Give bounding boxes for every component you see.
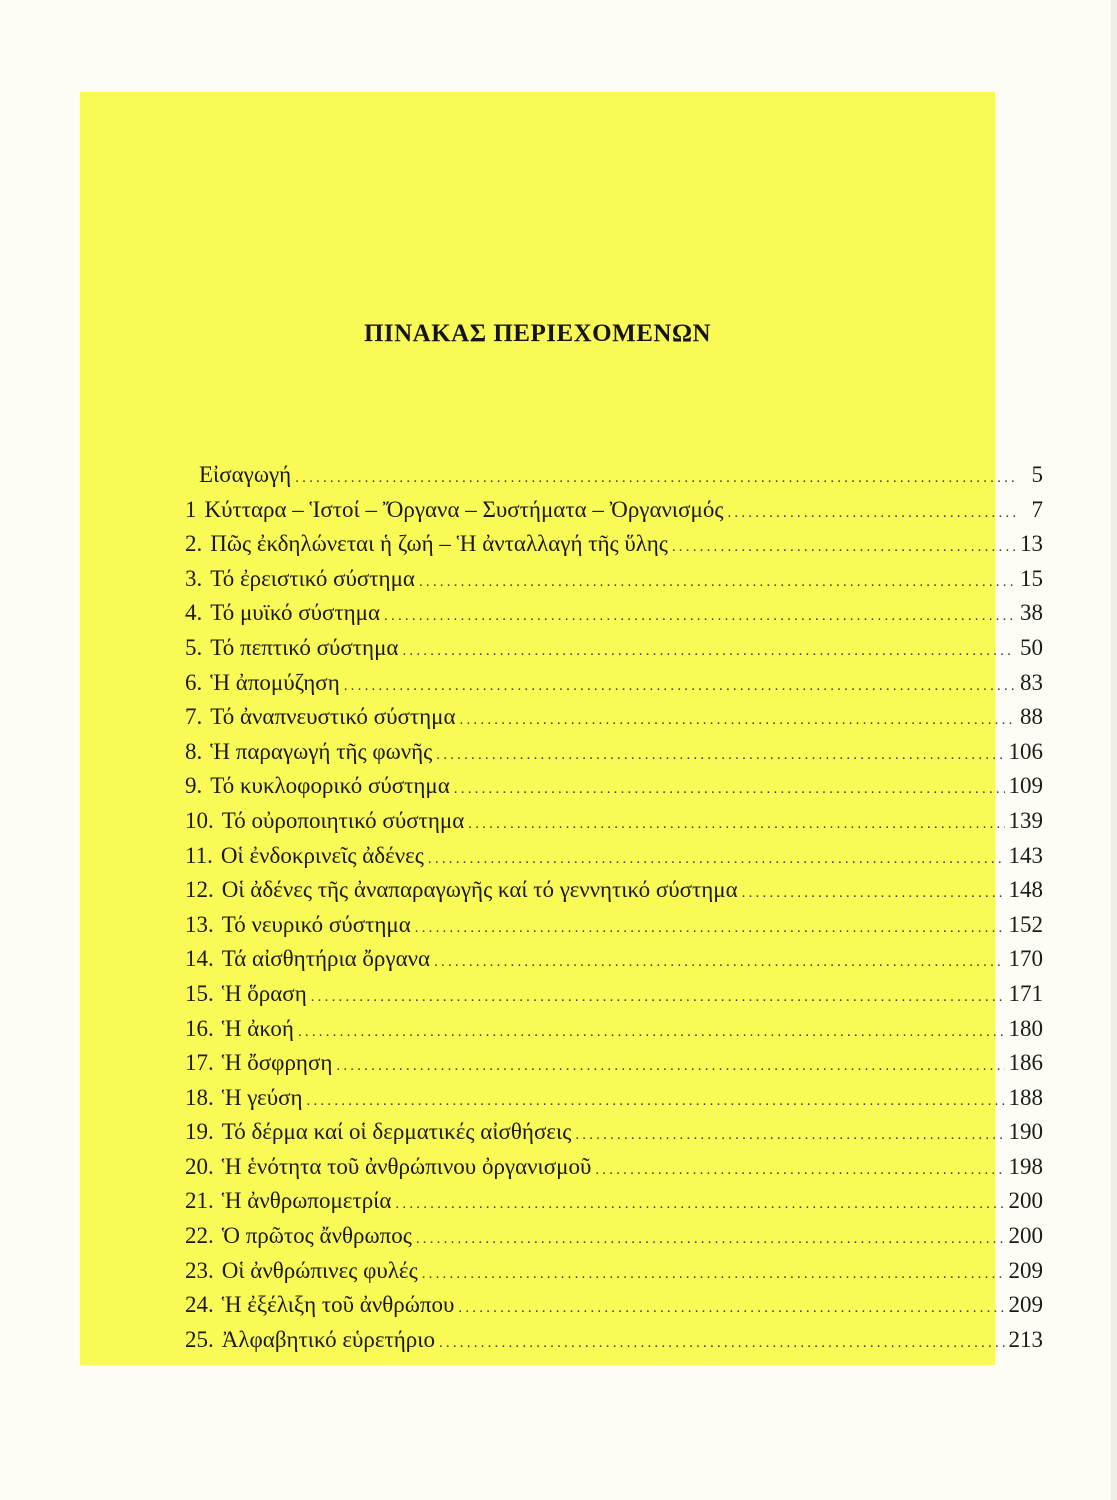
dot-leader: [384, 608, 1015, 625]
toc-entry-title: Ἡ ἀκοή: [221, 1015, 294, 1041]
toc-entry-title: Τό ἀναπνευστικό σύστημα: [210, 704, 456, 730]
dot-leader: [428, 851, 1005, 868]
toc-entry-page: 152: [1008, 911, 1043, 937]
toc-entry-title: Εἰσαγωγή: [199, 462, 292, 487]
dot-leader: [416, 1231, 1005, 1248]
toc-entry-page: 13: [1020, 531, 1043, 557]
dot-leader: [436, 747, 1004, 764]
toc-entry-page: 171: [1008, 980, 1043, 1006]
toc-entry-page: 106: [1008, 738, 1043, 764]
toc-entry: [185, 462, 1043, 497]
dot-leader: [307, 1093, 1005, 1110]
toc-entry: [185, 1154, 1043, 1189]
toc-entry: [185, 566, 1043, 601]
toc-entry-number: 13.: [185, 911, 214, 937]
toc-entry-title: Ἡ ἀπομύζηση: [210, 669, 340, 695]
toc-entry-page: 83: [1020, 669, 1043, 695]
toc-entry: [185, 1258, 1043, 1293]
dot-leader: [402, 643, 1015, 660]
toc-entry-title: Τά αἰσθητήρια ὄργανα: [221, 946, 431, 972]
toc-entry-number: 7.: [185, 704, 203, 730]
toc-entry-number: 14.: [185, 946, 214, 972]
toc-entry: [185, 773, 1043, 808]
toc-entry-page: 38: [1020, 600, 1043, 626]
dot-leader: [311, 989, 1005, 1006]
toc-entry-page: 148: [1008, 877, 1043, 903]
dot-leader: [742, 885, 1005, 902]
toc-entry: [185, 1188, 1043, 1223]
dot-leader: [439, 1335, 1005, 1352]
toc-entry-title: Τό πεπτικό σύστημα: [210, 634, 399, 660]
toc-entry-title: Ἡ ὅραση: [221, 980, 307, 1006]
toc-entry-number: 1: [185, 496, 197, 522]
toc-entry: [185, 1119, 1043, 1154]
toc-entry-title: Ἀλφαβητικό εὑρετήριο: [221, 1326, 435, 1352]
toc-entry: [185, 981, 1043, 1016]
toc-entry-title: Ὁ πρῶτος ἄνθρωπος: [221, 1223, 412, 1249]
toc-entry-number: 21.: [185, 1188, 214, 1214]
toc-entry-title: Ἡ ὄσφρηση: [221, 1050, 333, 1076]
toc-entry-number: 20.: [185, 1153, 214, 1179]
toc-entry-page: 213: [1008, 1326, 1043, 1352]
toc-entry-number: 16.: [185, 1015, 214, 1041]
toc-entry-number: 19.: [185, 1119, 214, 1145]
dot-leader: [672, 539, 1015, 556]
toc-entry-title: Ἡ ἀνθρωπομετρία: [221, 1188, 392, 1214]
table-of-contents: [185, 462, 1043, 1361]
toc-entry: [185, 1050, 1043, 1085]
toc-entry-title: Ἡ γεύση: [221, 1084, 303, 1110]
toc-entry-title: Ἡ παραγωγή τῆς φωνῆς: [210, 738, 433, 764]
toc-entry: [185, 1223, 1043, 1258]
toc-entry-number: 10.: [185, 807, 214, 833]
toc-entry-number: 18.: [185, 1084, 214, 1110]
highlight-panel: [80, 92, 1043, 1365]
toc-entry-title: Τό μυϊκό σύστημα: [210, 600, 381, 626]
toc-entry-number: 23.: [185, 1257, 214, 1283]
toc-entry-title: Ἡ ἑνότητα τοῦ ἀνθρώπινου ὀργανισμοῦ: [221, 1153, 592, 1179]
toc-entry-page: 109: [1008, 773, 1043, 799]
toc-entry-number: 25.: [185, 1326, 214, 1352]
toc-entry-page: 143: [1008, 842, 1043, 868]
dot-leader: [454, 781, 1005, 798]
toc-entry-title: Τό κυκλοφορικό σύστημα: [210, 773, 450, 799]
toc-entry-page: 209: [1008, 1257, 1043, 1283]
toc-entry-number: 6.: [185, 669, 203, 695]
toc-entry-title: Τό νευρικό σύστημα: [221, 911, 411, 937]
toc-entry-title: Τό ἐρειστικό σύστημα: [210, 565, 415, 591]
toc-entry-page: 50: [1020, 634, 1043, 660]
toc-entry-number: 3.: [185, 565, 203, 591]
toc-entry-number: 22.: [185, 1223, 214, 1249]
toc-entry-page: 139: [1008, 807, 1043, 833]
toc-entry: [185, 635, 1043, 670]
toc-entry: [185, 1085, 1043, 1120]
toc-entry: [185, 808, 1043, 843]
toc-entry-number: 24.: [185, 1292, 214, 1318]
dot-leader: [298, 1024, 1005, 1041]
toc-entry-title: Οἱ ἀδένες τῆς ἀναπαραγωγῆς καί τό γεννητικό σύστημα: [221, 877, 738, 903]
toc-entry-page: 186: [1008, 1050, 1043, 1076]
toc-entry-page: 5: [1031, 462, 1043, 487]
toc-entry-number: 5.: [185, 634, 203, 660]
dot-leader: [727, 505, 1015, 522]
toc-entry-number: 17.: [185, 1050, 214, 1076]
toc-entry-number: 2.: [185, 531, 203, 557]
toc-entry: [185, 843, 1043, 878]
toc-entry-title: Τό δέρμα καί οἱ δερματικές αἰσθήσεις: [221, 1119, 572, 1145]
toc-entry: [185, 670, 1043, 705]
toc-entry: [185, 877, 1043, 912]
page-title: ΠΙΝΑΚΑΣ ΠΕΡΙΕΧΟΜΕΝΩΝ: [363, 320, 712, 347]
toc-entry: [185, 946, 1043, 981]
dot-leader: [458, 1300, 1004, 1317]
dot-leader: [415, 920, 1005, 937]
toc-entry-title: Τό οὐροποιητικό σύστημα: [221, 807, 465, 833]
toc-entry: [185, 1327, 1043, 1362]
toc-entry-number: 15.: [185, 980, 214, 1006]
dot-leader: [434, 954, 1004, 971]
dot-leader: [344, 678, 1015, 695]
toc-entry-title: Κύτταρα – Ἱστοί – Ὄργανα – Συστήματα – Ὀργανισμός: [204, 496, 724, 522]
toc-entry-page: 15: [1020, 565, 1043, 591]
toc-entry-page: 188: [1008, 1084, 1043, 1110]
toc-entry: [185, 1016, 1043, 1051]
toc-entry-page: 198: [1008, 1153, 1043, 1179]
toc-entry-number: 9.: [185, 773, 203, 799]
dot-leader: [422, 1266, 1005, 1283]
toc-entry-page: 170: [1008, 946, 1043, 972]
dot-leader: [295, 470, 1015, 487]
toc-entry-page: 200: [1008, 1223, 1043, 1249]
toc-entry: [185, 912, 1043, 947]
toc-entry-title: Ἡ ἐξέλιξη τοῦ ἀνθρώπου: [221, 1292, 455, 1318]
toc-entry-title: Οἱ ἐνδοκρινεῖς ἀδένες: [220, 842, 424, 868]
toc-entry: [185, 1292, 1043, 1327]
toc-entry-title: Πῶς ἐκδηλώνεται ἡ ζωή – Ἡ ἀνταλλαγή τῆς ὕλης: [210, 531, 668, 557]
dot-leader: [336, 1058, 1004, 1075]
toc-entry-page: 200: [1008, 1188, 1043, 1214]
toc-entry: [185, 739, 1043, 774]
dot-leader: [395, 1196, 1004, 1213]
toc-entry-number: 4.: [185, 600, 203, 626]
dot-leader: [419, 574, 1015, 591]
toc-entry-number: 8.: [185, 738, 203, 764]
toc-entry: [185, 497, 1043, 532]
toc-entry-page: 7: [1031, 496, 1043, 522]
toc-entry-number: 11.: [185, 842, 213, 868]
dot-leader: [468, 816, 1004, 833]
toc-entry-page: 209: [1008, 1292, 1043, 1318]
toc-entry: [185, 704, 1043, 739]
dot-leader: [460, 712, 1015, 729]
toc-entry: [185, 531, 1043, 566]
dot-leader: [575, 1127, 1004, 1144]
dot-leader: [595, 1162, 1004, 1179]
toc-entry-page: 88: [1020, 704, 1043, 730]
page-edge: [1111, 0, 1117, 1500]
toc-entry-title: Οἱ ἀνθρώπινες φυλές: [221, 1257, 418, 1283]
toc-entry: [185, 600, 1043, 635]
toc-entry-number: 12.: [185, 877, 214, 903]
toc-entry-page: 180: [1008, 1015, 1043, 1041]
toc-entry-page: 190: [1008, 1119, 1043, 1145]
